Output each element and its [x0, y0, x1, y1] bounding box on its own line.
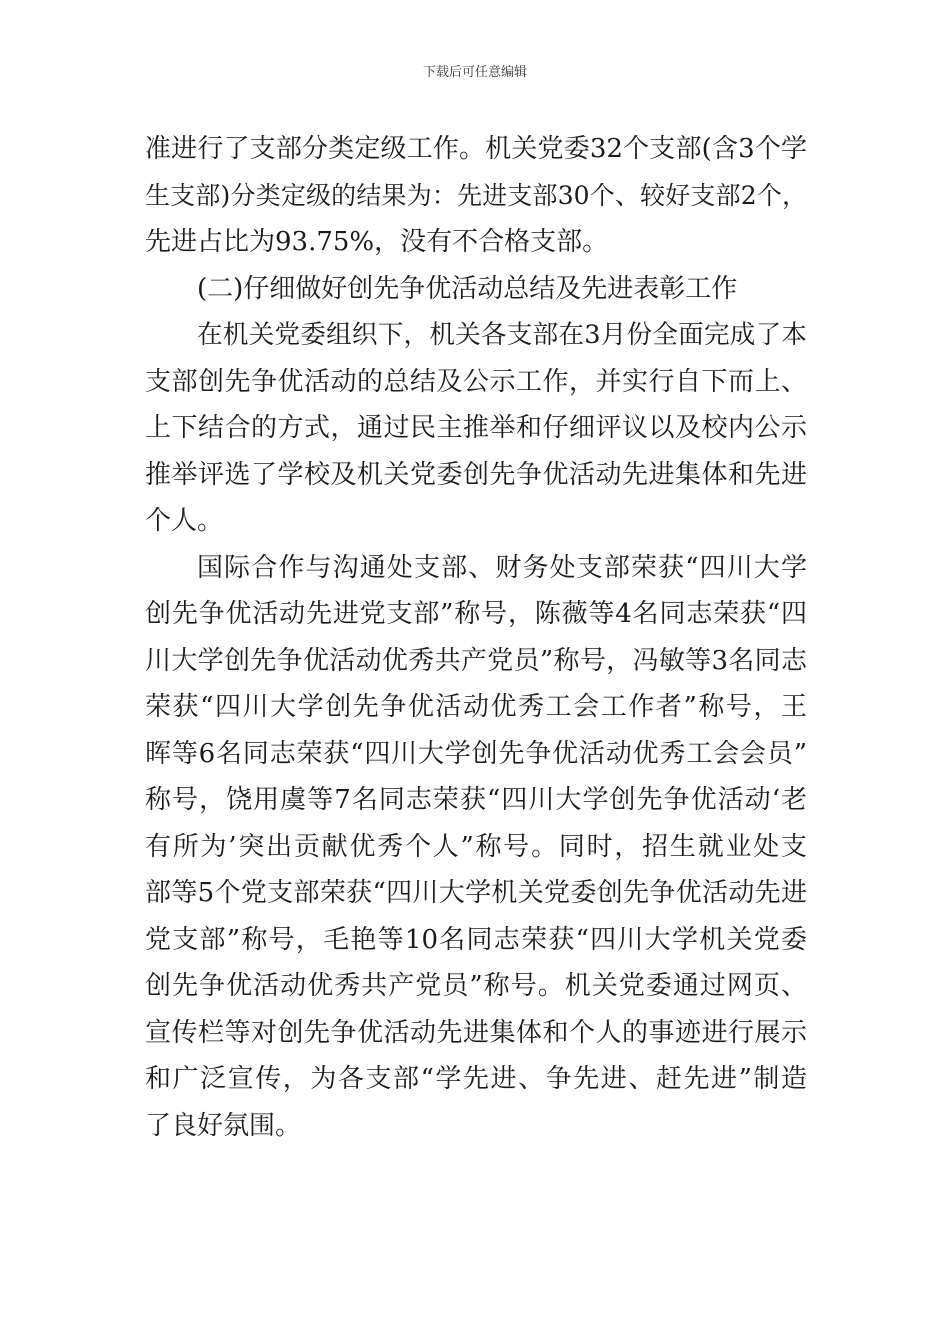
- text-line: 支部创先争优活动的总结及公示工作，并实行自下而上、: [145, 366, 807, 397]
- text-line: 有所为’突出贡献优秀个人”称号。同时，招生就业处支: [145, 831, 807, 862]
- text-line: 党支部”称号，毛艳等10名同志荣获“四川大学机关党委: [145, 924, 807, 955]
- text-line: 在机关党委组织下，机关各支部在3月份全面完成了本: [197, 320, 807, 350]
- document-body: [145, 126, 807, 1149]
- text-line: 生支部)分类定级的结果为：先进支部30个、较好支部2个，: [145, 180, 807, 210]
- text-line: 称号，饶用虞等7名同志荣获“四川大学创先争优活动‘老: [145, 785, 807, 815]
- text-line: 上下结合的方式，通过民主推举和仔细评议以及校内公示: [145, 413, 807, 443]
- text-line: 个人。: [145, 506, 224, 536]
- text-line: 创先争优活动先进党支部”称号，陈薇等4名同志荣获“四: [145, 599, 807, 629]
- text-line: 先进占比为93.75%，没有不合格支部。: [145, 227, 609, 257]
- text-line: 和广泛宣传，为各支部“学先进、争先进、赶先进”制造: [145, 1064, 807, 1094]
- text-line: 创先争优活动优秀共产党员”称号。机关党委通过网页、: [145, 971, 807, 1001]
- text-line: 宣传栏等对创先争优活动先进集体和个人的事迹进行展示: [145, 1017, 807, 1048]
- text-line: 准进行了支部分类定级工作。机关党委32个支部(含3个学: [145, 134, 807, 164]
- text-line: 川大学创先争优活动优秀共产党员”称号，冯敏等3名同志: [145, 645, 807, 676]
- text-line: 荣获“四川大学创先争优活动优秀工会工作者”称号，王: [145, 692, 807, 722]
- text-line: 部等5个党支部荣获“四川大学机关党委创先争优活动先进: [145, 878, 807, 908]
- text-line: 推举评选了学校及机关党委创先争优活动先进集体和先进: [145, 459, 807, 490]
- text-line: 了良好氛围。: [145, 1110, 302, 1141]
- text-line: 国际合作与沟通处支部、财务处支部荣获“四川大学: [197, 552, 807, 583]
- text-line: 晖等6名同志荣获“四川大学创先争优活动优秀工会会员”: [145, 738, 807, 769]
- page-header: 下载后可任意编辑: [422, 65, 527, 80]
- section-heading: (二)仔细做好创先争优活动总结及先进表彰工作: [197, 273, 738, 304]
